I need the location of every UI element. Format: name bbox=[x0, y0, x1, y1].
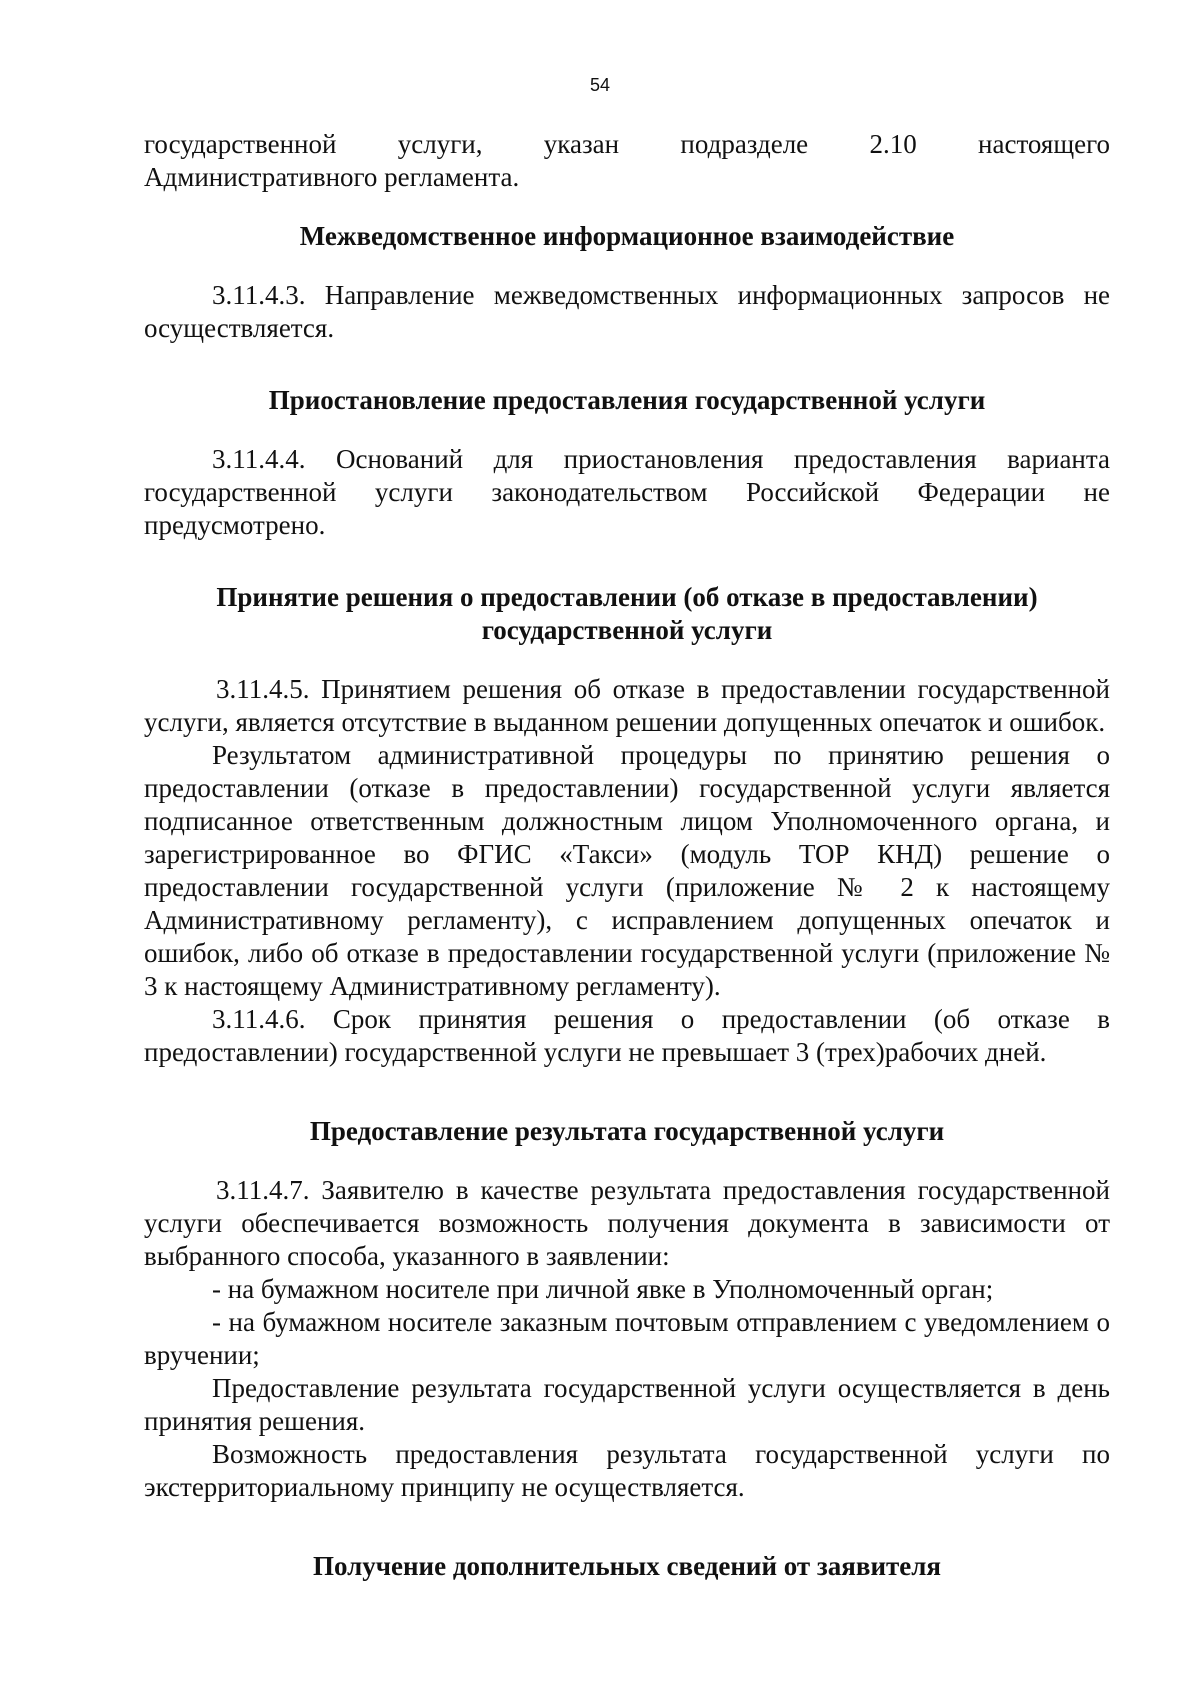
list-item-registered-mail: - на бумажном носителе заказным почтовым отправлением с уведомлением о вручении; bbox=[144, 1307, 1110, 1370]
paragraph-3-11-4-4: 3.11.4.4. Оснований для приостановления предоставления варианта государственной услуги законодательством Российской Федерации не предусмотрено. bbox=[144, 444, 1110, 540]
paragraph-continuation-line2: Административного регламента. bbox=[144, 162, 520, 192]
paragraph-continuation-line1: государственной услуги, указан подразделе 2.10 настоящего bbox=[144, 129, 1110, 159]
list-item-personal-visit: - на бумажном носителе при личной явке в Уполномоченный орган; bbox=[212, 1274, 994, 1304]
paragraph-extraterritorial: Возможность предоставления результата государственной услуги по экстерриториальному принципу не осуществляется. bbox=[144, 1439, 1110, 1502]
section-heading-result-delivery: Предоставление результата государственной услуги bbox=[309, 1116, 945, 1146]
section-heading-decision bbox=[144, 581, 1110, 647]
paragraph-3-11-4-7: 3.11.4.7. Заявителю в качестве результата предоставления государственной услуги обеспечивается возможность получения документа в зависимости от выбранного способа, указанного в заявлении: bbox=[144, 1175, 1110, 1271]
section-heading-suspension: Приостановление предоставления государственной услуги bbox=[268, 385, 986, 415]
page-number: 54 bbox=[589, 75, 611, 95]
paragraph-3-11-4-3: 3.11.4.3. Направление межведомственных информационных запросов не осуществляется. bbox=[144, 280, 1110, 343]
paragraph-3-11-4-5: 3.11.4.5. Принятием решения об отказе в предоставлении государственной услуги, является отсутствие в выданном решении допущенных опечаток и ошибок. bbox=[144, 674, 1110, 737]
section-heading-additional-info: Получение дополнительных сведений от заявителя bbox=[312, 1551, 942, 1581]
paragraph-3-11-4-6: 3.11.4.6. Срок принятия решения о предоставлении (об отказе в предоставлении) государственной услуги не превышает 3 (трех)рабочих дней. bbox=[144, 1004, 1110, 1067]
section-heading-interagency: Межведомственное информационное взаимодействие bbox=[299, 221, 955, 251]
document-body bbox=[144, 128, 1110, 1583]
section-heading-decision-line1: Принятие решения о предоставлении (об отказе в предоставлении) bbox=[216, 582, 1038, 612]
paragraph-result-description: Результатом административной процедуры по принятию решения о предоставлении (отказе в предоставлении) государственной услуги является подписанное ответственным должностным лицом Уполномоченного органа, и зарегистрированное во ФГИС «Такси» (модуль ТОР КНД) решение о предоставлении государственной услуги (приложение № 2 к настоящему Административному регламенту), с исправлением допущенных опечаток и ошибок, либо об отказе в предоставлении государственной услуги (приложение № 3 к настоящему Административному регламенту). bbox=[144, 740, 1110, 1001]
paragraph-delivery-day: Предоставление результата государственной услуги осуществляется в день принятия решения. bbox=[144, 1373, 1110, 1436]
section-heading-decision-line2: государственной услуги bbox=[481, 615, 773, 645]
